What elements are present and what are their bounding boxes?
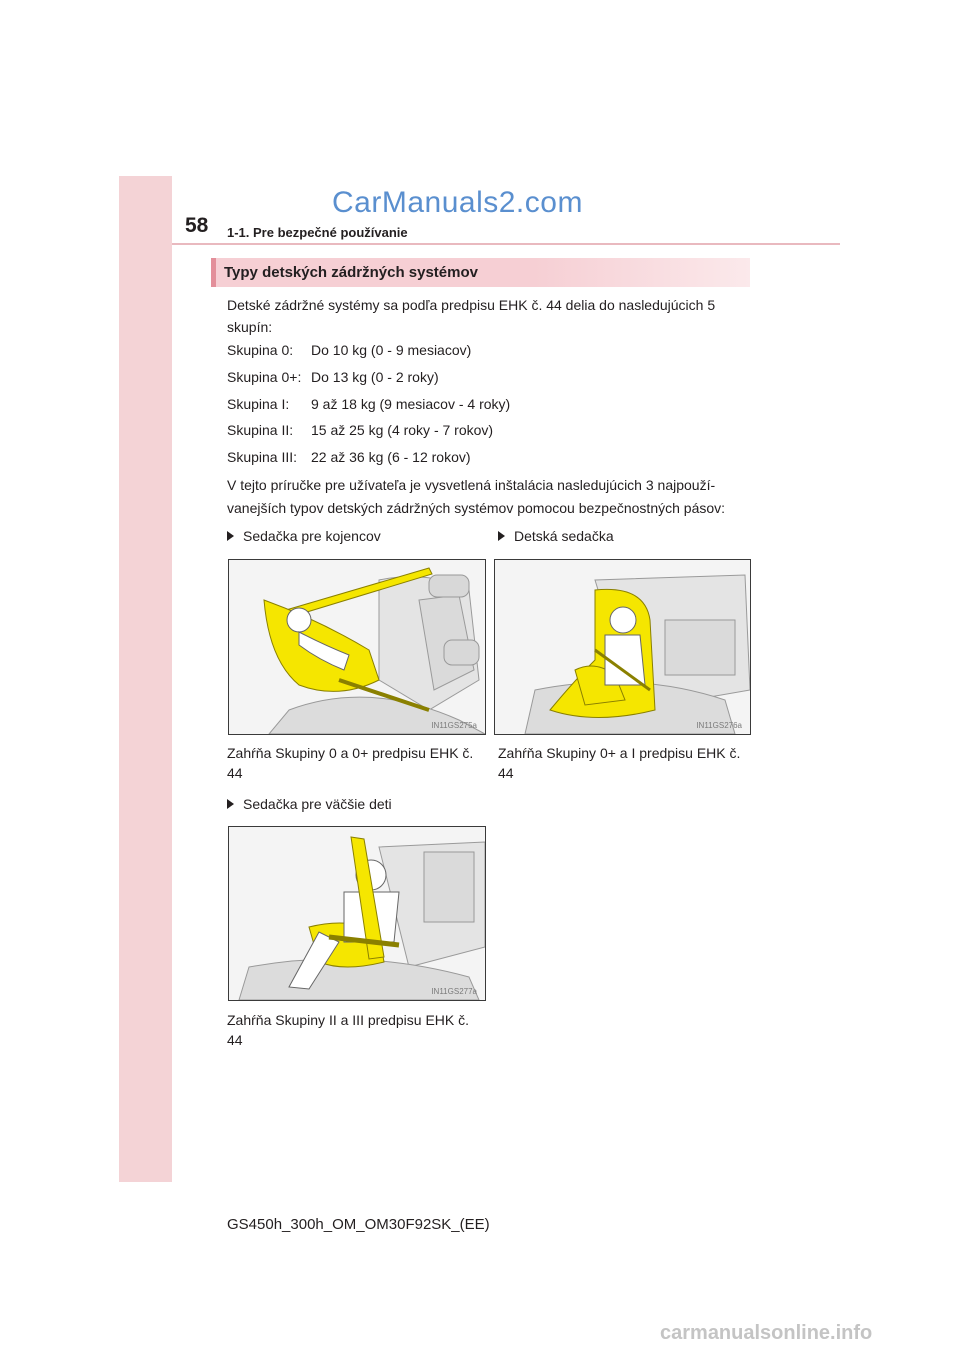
header-rule [172,243,840,245]
group-label: Skupina 0+: [227,369,302,385]
booster-seat-illustration [229,827,485,1000]
caption-booster-seat: Zahŕňa Skupiny II a III predpisu EHK č. 44 [227,1012,470,1048]
group-value: 15 až 25 kg (4 roky - 7 rokov) [311,422,494,438]
intro-paragraph: Detské zádržné systémy sa podľa predpisu EHK č. 44 delia do nasledujúcich 5 skupín: [227,297,716,335]
caption-infant-seat: Zahŕňa Skupiny 0 a 0+ predpisu EHK č. 44 [227,745,474,781]
figure-child-seat [494,559,751,735]
group-label: Skupina III: [227,449,298,465]
infant-seat-illustration [229,560,485,734]
figure-code: IN11GS276a [696,721,742,730]
bullet-arrow-icon [227,531,234,541]
group-label: Skupina 0: [227,342,294,358]
group-label: Skupina II: [227,422,294,438]
watermark-logo[interactable]: CarManuals2.com [332,186,583,219]
item-child-seat [498,528,614,544]
group-value: 22 až 36 kg (6 - 12 rokov) [311,449,471,465]
item-label: Sedačka pre kojencov [243,528,381,544]
item-infant-seat [227,528,381,544]
section-heading [211,258,750,287]
group-value: Do 13 kg (0 - 2 roky) [311,369,439,385]
item-label: Sedačka pre väčšie deti [243,796,392,812]
item-booster-seat [227,796,392,812]
watermark-footer[interactable]: carmanualsonline.info [660,1322,873,1344]
section-title: 1-1. Pre bezpečné používanie [227,225,408,240]
page-number: 58 [185,214,209,237]
caption-child-seat: Zahŕňa Skupiny 0+ a I predpisu EHK č. 44 [498,745,741,781]
figure-infant-seat [228,559,486,735]
group-label: Skupina I: [227,396,290,412]
document-code: GS450h_300h_OM_OM30F92SK_(EE) [227,1216,490,1233]
side-band [119,176,172,1182]
child-seat-illustration [495,560,750,734]
bullet-arrow-icon [227,799,234,809]
group-value: Do 10 kg (0 - 9 mesiacov) [311,342,472,358]
note-paragraph: V tejto príručke pre užívateľa je vysvetlená inštalácia nasledujúcich 3 najpouží- vanejších typov detských zádržných systémov pomocou bezpečnostných pásov: [227,477,726,516]
group-value: 9 až 18 kg (9 mesiacov - 4 roky) [311,396,511,412]
item-label: Detská sedačka [514,528,614,544]
bullet-arrow-icon [498,531,505,541]
figure-code: IN11GS277a [431,987,477,996]
figure-code: IN11GS275a [431,721,477,730]
section-heading-text: Typy detských zádržných systémov [224,264,478,281]
figure-booster-seat [228,826,486,1001]
